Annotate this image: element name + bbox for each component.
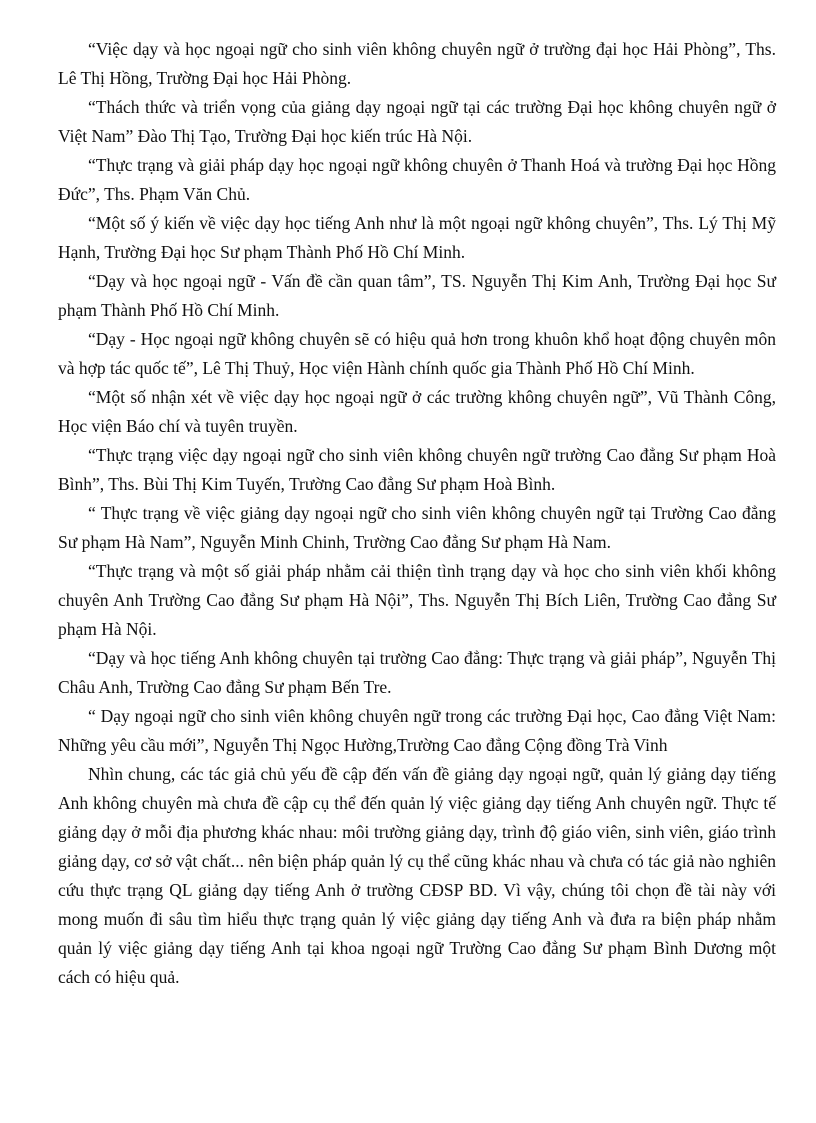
reference-paragraph: “Một số nhận xét về việc dạy học ngoại ngữ ở các trường không chuyên ngữ”, Vũ Thành Công, Học viện Báo chí và tuyên truyền.	[58, 387, 776, 436]
reference-paragraph: “Thách thức và triển vọng của giảng dạy ngoại ngữ tại các trường Đại học không chuyên ngữ ở Việt Nam” Đào Thị Tạo, Trường Đại học kiến trúc Hà Nội.	[58, 97, 776, 146]
reference-paragraph: “Thực trạng và một số giải pháp nhằm cải thiện tình trạng dạy và học cho sinh viên khối không chuyên Anh Trường Cao đẳng Sư phạm Hà Nội”, Ths. Nguyễn Thị Bích Liên, Trường Cao đẳng Sư phạm Hà Nội.	[58, 561, 776, 639]
document-body	[58, 35, 776, 992]
summary-paragraph: Nhìn chung, các tác giả chủ yếu đề cập đến vấn đề giảng dạy ngoại ngữ, quản lý giảng dạy tiếng Anh không chuyên mà chưa đề cập cụ thể đến quản lý việc giảng dạy tiếng Anh chuyên ngữ. Thực tế giảng dạy ở mỗi địa phương khác nhau: môi trường giảng dạy, trình độ giáo viên, sinh viên, giáo trình giảng dạy, cơ sở vật chất... nên biện pháp quản lý cụ thể cũng khác nhau và chưa có tác giả nào nghiên cứu thực trạng QL giảng dạy tiếng Anh ở trường CĐSP BD. Vì vậy, chúng tôi chọn đề tài này với mong muốn đi sâu tìm hiểu thực trạng quản lý việc giảng dạy tiếng Anh và đưa ra biện pháp nhằm quản lý việc giảng dạy tiếng Anh tại khoa ngoại ngữ Trường Cao đẳng Sư phạm Bình Dương một cách có hiệu quả.	[58, 764, 776, 987]
reference-paragraph: “Một số ý kiến về việc dạy học tiếng Anh như là một ngoại ngữ không chuyên”, Ths. Lý Thị Mỹ Hạnh, Trường Đại học Sư phạm Thành Phố Hồ Chí Minh.	[58, 213, 776, 262]
reference-paragraph: “ Thực trạng về việc giảng dạy ngoại ngữ cho sinh viên không chuyên ngữ tại Trường Cao đẳng Sư phạm Hà Nam”, Nguyễn Minh Chinh, Trường Cao đẳng Sư phạm Hà Nam.	[58, 503, 776, 552]
reference-paragraph: “Dạy và học tiếng Anh không chuyên tại trường Cao đẳng: Thực trạng và giải pháp”, Nguyễn Thị Châu Anh, Trường Cao đẳng Sư phạm Bến Tre.	[58, 648, 776, 697]
reference-paragraph: “Dạy và học ngoại ngữ - Vấn đề cần quan tâm”, TS. Nguyễn Thị Kim Anh, Trường Đại học Sư phạm Thành Phố Hồ Chí Minh.	[58, 271, 776, 320]
reference-paragraph: “Việc dạy và học ngoại ngữ cho sinh viên không chuyên ngữ ở trường đại học Hải Phòng”, Ths. Lê Thị Hồng, Trường Đại học Hải Phòng.	[58, 39, 776, 88]
reference-paragraph: “Thực trạng và giải pháp dạy học ngoại ngữ không chuyên ở Thanh Hoá và trường Đại học Hồng Đức”, Ths. Phạm Văn Chủ.	[58, 155, 776, 204]
reference-paragraph: “ Dạy ngoại ngữ cho sinh viên không chuyên ngữ trong các trường Đại học, Cao đẳng Việt Nam: Những yêu cầu mới”, Nguyễn Thị Ngọc Hường,Trường Cao đẳng Cộng đồng Trà Vinh	[58, 706, 776, 755]
reference-paragraph: “Dạy - Học ngoại ngữ không chuyên sẽ có hiệu quả hơn trong khuôn khổ hoạt động chuyên môn và hợp tác quốc tế”, Lê Thị Thuỷ, Học viện Hành chính quốc gia Thành Phố Hồ Chí Minh.	[58, 329, 776, 378]
reference-paragraph: “Thực trạng việc dạy ngoại ngữ cho sinh viên không chuyên ngữ trường Cao đẳng Sư phạm Hoà Bình”, Ths. Bùi Thị Kim Tuyến, Trường Cao đẳng Sư phạm Hoà Bình.	[58, 445, 776, 494]
